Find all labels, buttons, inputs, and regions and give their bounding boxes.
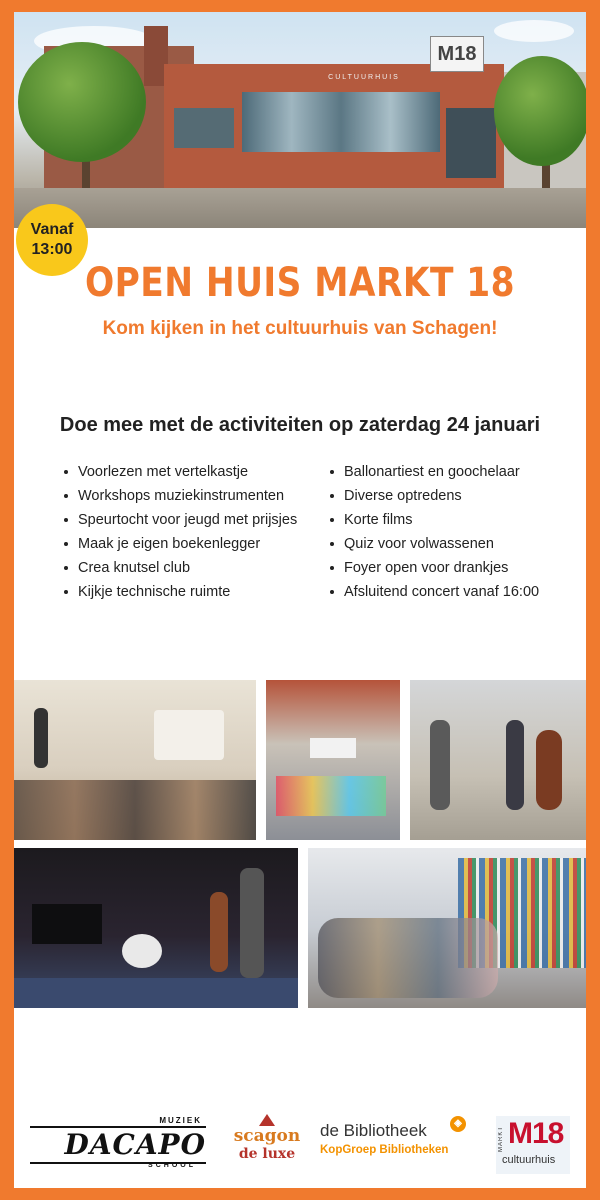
page-title: OPEN HUIS MARKT 18 <box>84 260 516 306</box>
tree <box>18 42 146 162</box>
audience <box>14 780 256 840</box>
sponsor-logos <box>14 1112 586 1182</box>
tree <box>494 56 586 166</box>
subtitle: Kom kijken in het cultuurhuis van Schagen! <box>102 318 498 339</box>
m18-logo: MARKT M18 cultuurhuis <box>496 1116 570 1174</box>
activities-list-right <box>330 460 539 604</box>
list-item: Kijkje technische ruimte <box>64 580 297 604</box>
photo-musicians <box>410 680 586 840</box>
hero-photo-cultuurhuis <box>14 12 586 228</box>
dacapo-logo: MUZIEK DACAPO SCHOOL <box>30 1116 206 1172</box>
glass-window <box>446 108 496 178</box>
bibliotheek-logo: de Bibliotheek ◈ KopGroep Bibliotheken <box>320 1120 480 1170</box>
facade-lettering: CULTUURHUIS <box>328 74 400 81</box>
bass <box>210 892 228 972</box>
activities-heading: Doe mee met de activiteiten op zaterdag 24 januari <box>59 414 541 436</box>
violinist <box>430 720 450 810</box>
photo-kids-reading <box>266 680 400 840</box>
list-item: Foyer open voor drankjes <box>330 556 539 580</box>
cloud <box>494 20 574 42</box>
badge-line1: Vanaf <box>30 221 74 238</box>
double-bass <box>536 730 562 810</box>
list-item: Workshops muziekinstrumenten <box>64 484 297 508</box>
scagon-roof-icon <box>259 1114 275 1126</box>
list-item: Voorlezen met vertelkastje <box>64 460 297 484</box>
glass-window <box>174 108 234 148</box>
grand-piano <box>32 904 102 944</box>
list-item: Ballonartiest en goochelaar <box>330 460 539 484</box>
clarinetist <box>506 720 524 810</box>
stage-floor <box>14 978 298 1008</box>
photo-jazz-concert <box>14 848 298 1008</box>
photo-library-foyer <box>308 848 586 1008</box>
list-item: Maak je eigen boekenlegger <box>64 532 297 556</box>
list-item: Korte films <box>330 508 539 532</box>
piano <box>154 710 224 760</box>
drum-kit <box>122 934 162 968</box>
time-badge <box>16 204 88 276</box>
bibliotheek-icon: ◈ <box>450 1116 466 1132</box>
teacher-figure <box>34 708 48 768</box>
list-item: Crea knutsel club <box>64 556 297 580</box>
poster <box>14 12 586 1188</box>
list-item: Quiz voor volwassenen <box>330 532 539 556</box>
activities-list-left <box>64 460 297 604</box>
table <box>310 738 356 758</box>
list-item: Speurtocht voor jeugd met prijsjes <box>64 508 297 532</box>
play-mat <box>276 776 386 816</box>
scagon-logo: scagon de luxe <box>232 1114 302 1174</box>
saxophonist <box>240 868 264 978</box>
pavement <box>14 188 586 228</box>
glass-facade <box>242 92 440 152</box>
visitors <box>318 918 498 998</box>
m18-sign: M18 <box>430 36 484 72</box>
list-item: Diverse optredens <box>330 484 539 508</box>
photo-music-workshop <box>14 680 256 840</box>
badge-line2: 13:00 <box>31 241 73 258</box>
list-item: Afsluitend concert vanaf 16:00 <box>330 580 539 604</box>
